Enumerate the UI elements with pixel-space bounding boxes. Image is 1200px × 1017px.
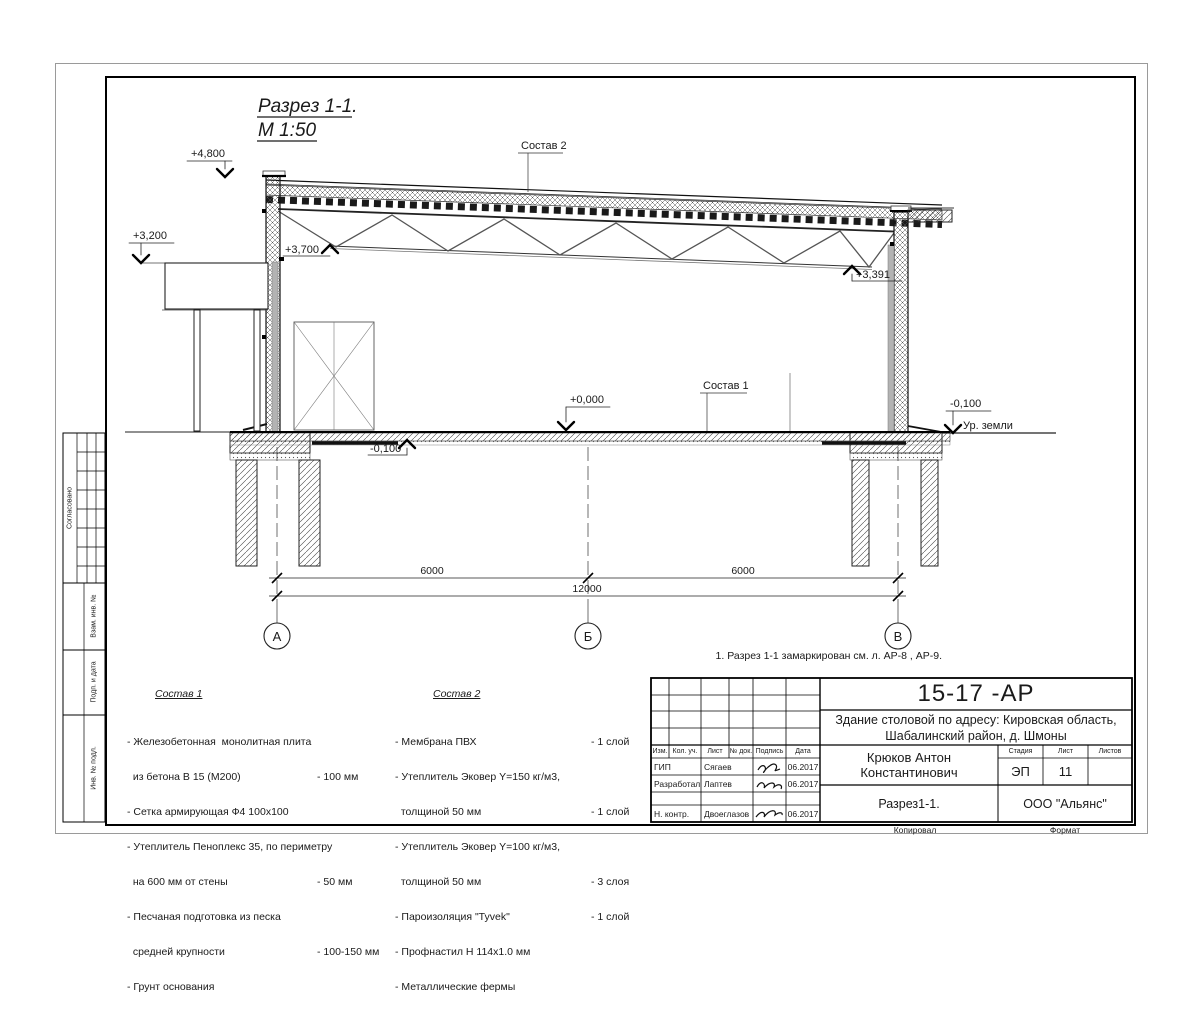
object-name-line1: Здание столовой по адресу: Кировская область, bbox=[835, 713, 1117, 727]
legend-line: - Утеплитель Эковер Y=150 кг/м3, bbox=[395, 770, 561, 783]
legend-line: - Мембрана ПВХ bbox=[395, 735, 477, 748]
legend2-title: Состав 2 bbox=[433, 688, 481, 701]
sheets-label: Листов bbox=[1098, 748, 1122, 755]
legend-qty: - 100-150 мм bbox=[317, 946, 380, 959]
legend-qty: - 1 слой bbox=[591, 911, 630, 924]
sheet-number: 11 bbox=[1058, 764, 1073, 779]
legend-qty: - 3 слоя bbox=[591, 875, 630, 888]
document-code: 15-17 -АР bbox=[917, 680, 1035, 707]
elevation-label: +3,700 bbox=[285, 244, 319, 256]
dim-12000: 12000 bbox=[572, 583, 602, 595]
legend-qty: - 50 мм bbox=[317, 875, 353, 888]
dim-6000-left: 6000 bbox=[420, 565, 444, 577]
legend-line: из бетона В 15 (М200) bbox=[127, 770, 241, 783]
legend-qty: - 1 слой bbox=[591, 805, 630, 818]
name-dvoeglazov: Двоеглазов bbox=[704, 808, 750, 819]
elevation-label: +3,391 bbox=[856, 269, 890, 281]
legend-line: - Грунт основания bbox=[127, 981, 215, 994]
copied-label: Копировал bbox=[893, 825, 937, 835]
callout-sostav2: Состав 2 bbox=[521, 140, 567, 152]
sheet-note: 1. Разрез 1-1 замаркирован см. л. АР-8 , АР-9. bbox=[715, 650, 942, 662]
date-nkontr: 06.2017 bbox=[787, 808, 819, 819]
axis-letter-v: В bbox=[893, 629, 903, 644]
legend-line: - Сетка армирующая Ф4 100х100 bbox=[127, 805, 289, 818]
object-name-line2: Шабалинский район, д. Шмоны bbox=[885, 729, 1067, 743]
col-data: Дата bbox=[795, 748, 811, 755]
elevation-label: -0,100 bbox=[950, 398, 982, 410]
date-razrabotal: 06.2017 bbox=[787, 778, 819, 789]
role-razrabotal: Разработал bbox=[654, 778, 701, 789]
elevation-label: +3,200 bbox=[133, 230, 167, 242]
side-label-agreed: Согласовано bbox=[66, 486, 74, 530]
sheets-total bbox=[1088, 758, 1132, 785]
legend-line: средней крупности bbox=[127, 946, 225, 959]
col-izm: Изм. bbox=[652, 748, 668, 755]
stage-value: ЭП bbox=[1011, 764, 1030, 779]
axis-letter-a: А bbox=[272, 629, 282, 644]
legend1-title: Состав 1 bbox=[155, 688, 203, 701]
signature-squiggle bbox=[757, 783, 782, 789]
elevation-label: -0,100 bbox=[370, 443, 402, 455]
role-nkontr: Н. контр. bbox=[654, 808, 690, 819]
role-gip: ГИП bbox=[654, 761, 671, 772]
side-label-inv: Инв. № подл. bbox=[90, 746, 98, 790]
col-podpis: Подпись bbox=[755, 748, 784, 755]
col-kol: Кол. уч. bbox=[672, 748, 698, 755]
company-name: ООО "Альянс" bbox=[1023, 796, 1107, 811]
legend-line: толщиной 50 мм bbox=[395, 805, 482, 818]
signature-squiggle bbox=[756, 811, 782, 817]
view-scale-text: М 1:50 bbox=[258, 120, 317, 141]
view-title-text: Разрез 1-1. bbox=[258, 96, 358, 117]
date-gip: 06.2017 bbox=[787, 761, 819, 772]
name-syagaev: Сягаев bbox=[704, 761, 732, 772]
chief-name: Крюков Антон Константинович bbox=[860, 750, 958, 780]
sheet-label: Лист bbox=[1057, 748, 1074, 755]
ground-level-label: Ур. земли bbox=[963, 420, 1013, 432]
legend-line: - Утеплитель Пеноплекс 35, по периметру bbox=[127, 840, 333, 853]
legend-line: на 600 мм от стены bbox=[127, 875, 228, 888]
legend-line: толщиной 50 мм bbox=[395, 875, 482, 888]
legend-qty: - 1 слой bbox=[591, 735, 630, 748]
col-dok: № док. bbox=[729, 748, 753, 755]
legend-qty: - 100 мм bbox=[317, 770, 359, 783]
legend-line: - Песчаная подготовка из песка bbox=[127, 911, 281, 924]
axis-letter-b: Б bbox=[583, 629, 593, 644]
legend-line: - Железобетонная монолитная плита bbox=[127, 735, 312, 748]
name-laptev: Лаптев bbox=[704, 778, 732, 789]
legend-line: - Профнастил Н 114х1.0 мм bbox=[395, 946, 531, 959]
side-label-vzam: Взам. инв. № bbox=[90, 594, 98, 638]
legend-line: - Утеплитель Эковер Y=100 кг/м3, bbox=[395, 840, 561, 853]
callout-sostav1: Состав 1 bbox=[703, 380, 749, 392]
elevation-label: +0,000 bbox=[570, 394, 604, 406]
legend-line: - Металлические фермы bbox=[395, 981, 516, 994]
drawing-name: Разрез1-1. bbox=[878, 796, 940, 811]
legend-line: - Пароизоляция "Tyvek" bbox=[395, 911, 510, 924]
dim-6000-right: 6000 bbox=[731, 565, 755, 577]
elevation-label: +4,800 bbox=[191, 148, 225, 160]
side-label-podp: Подп. и дата bbox=[90, 661, 98, 703]
format-label: Формат bbox=[1049, 825, 1081, 835]
stage-label: Стадия bbox=[1008, 748, 1033, 755]
signature-squiggle bbox=[758, 764, 780, 772]
col-list: Лист bbox=[707, 748, 723, 755]
